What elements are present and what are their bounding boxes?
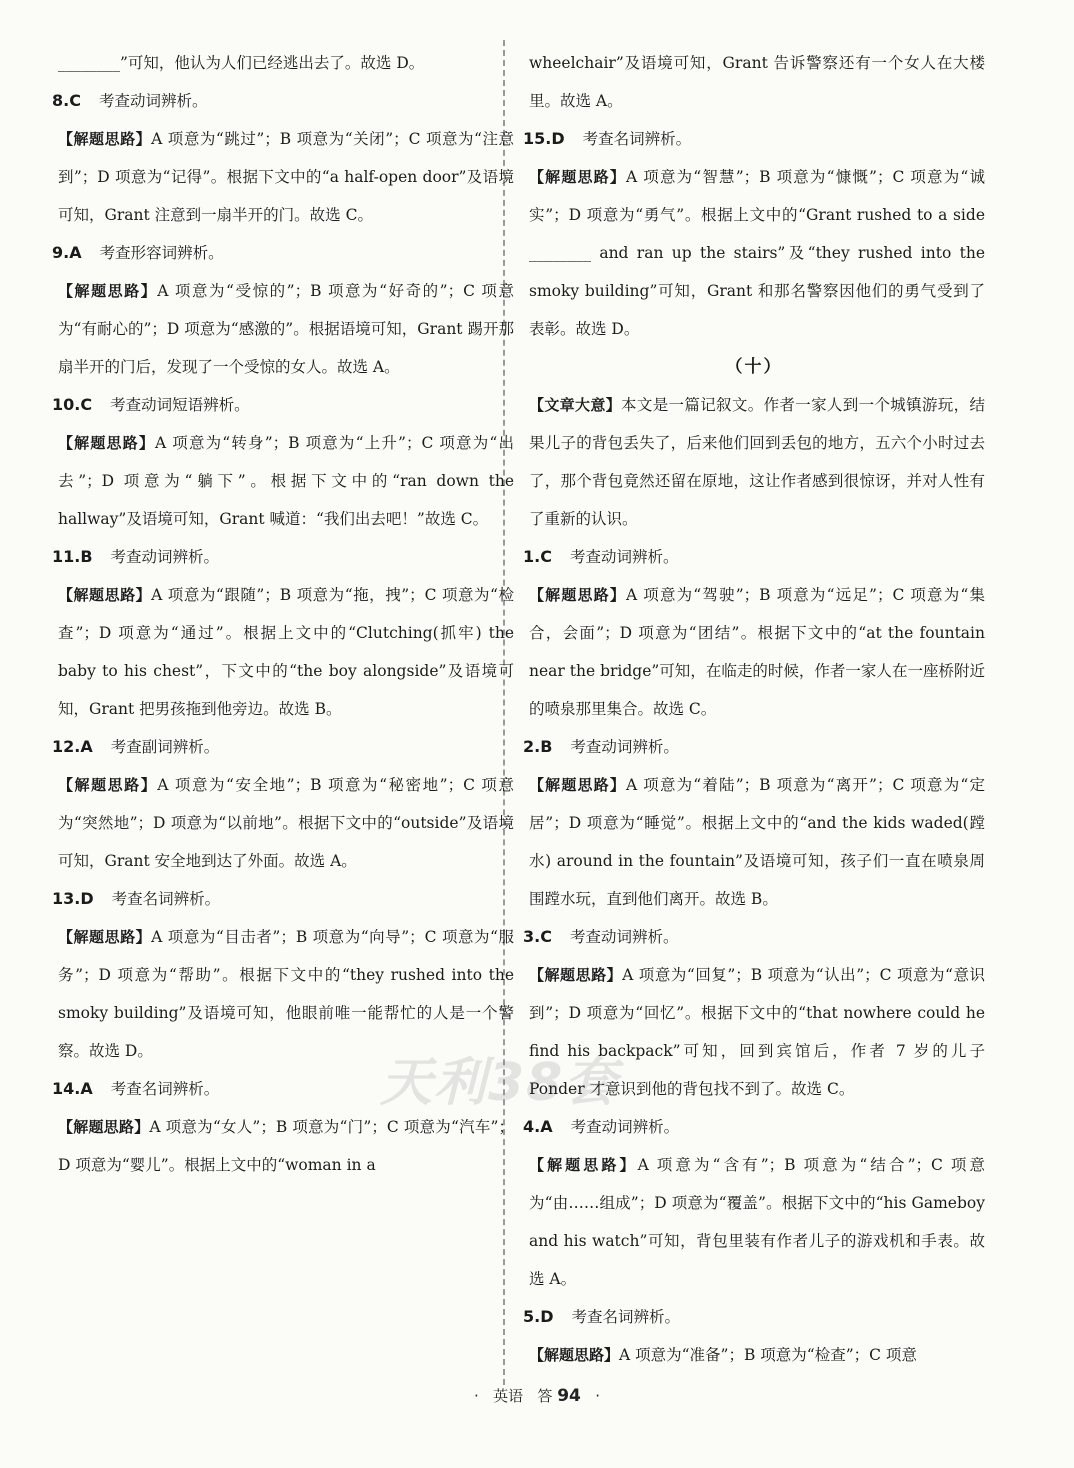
explain-text: A 项意为“目击者”；B 项意为“向导”；C 项意为“服务”；D 项意为“帮助”。根据下文中的“they rushed into the smoky building”及语境可知，他眼前唯一能帮忙的人是一个警察。故选 D。 (58, 928, 514, 1060)
question-number: 9.A (52, 243, 82, 262)
question-type: 考查动词辨析。 (110, 548, 220, 566)
question-type: 考查动词短语辨析。 (110, 396, 250, 414)
question-13-header (52, 880, 514, 918)
question-3-explanation (523, 956, 985, 1108)
question-type: 考查名词辨析。 (582, 130, 692, 148)
explain-tag: 【解题思路】 (529, 966, 623, 984)
question-8-header (52, 82, 514, 120)
question-4-explanation (523, 1146, 985, 1298)
question-2-header (523, 728, 985, 766)
explain-text: A 项意为“跳过”；B 项意为“关闭”；C 项意为“注意到”；D 项意为“记得”。根据下文中的“a half-open door”及语境可知，Grant 注意到一扇半开的门。故选 C。 (58, 130, 514, 224)
question-number: 3.C (523, 927, 552, 946)
continued-text: ________”可知，他认为人们已经逃出去了。故选 D。 (58, 54, 425, 72)
question-11-explanation (52, 576, 514, 728)
question-type: 考查副词辨析。 (110, 738, 220, 756)
question-15-explanation (523, 158, 985, 348)
question-10-explanation (52, 424, 514, 538)
question-number: 11.B (52, 547, 93, 566)
question-number: 12.A (52, 737, 93, 756)
question-14-header (52, 1070, 514, 1108)
question-12-explanation (52, 766, 514, 880)
question-type: 考查形容词辨析。 (99, 244, 224, 262)
explain-text: A 项意为“跟随”；B 项意为“拖，拽”；C 项意为“检查”；D 项意为“通过”。根据上文中的“Clutching(抓牢) the baby to his chest”，下文中的“the boy alongside”及语境可知，Grant 把男孩拖到他旁边。故选 B。 (58, 586, 514, 718)
explain-tag: 【解题思路】 (58, 282, 158, 300)
question-type: 考查动词辨析。 (570, 738, 679, 756)
explain-text: A 项意为“智慧”；B 项意为“慷慨”；C 项意为“诚实”；D 项意为“勇气”。根据上文中的“Grant rushed to a side ________ and ran up the stairs”及“they rushed into the smoky building”可知，Grant 和那名警察因他们的勇气受到了表彰。故选 D。 (529, 168, 985, 338)
question-type: 考查动词辨析。 (569, 548, 679, 566)
question-number: 13.D (52, 889, 94, 908)
page-footer (0, 1385, 1074, 1406)
question-type: 考查名词辨析。 (571, 1308, 681, 1326)
question-number: 14.A (52, 1079, 93, 1098)
explain-tag: 【解题思路】 (529, 168, 626, 186)
footer-dot: · (474, 1387, 479, 1405)
question-13-explanation (52, 918, 514, 1070)
question-type: 考查名词辨析。 (110, 1080, 220, 1098)
question-1-explanation (523, 576, 985, 728)
explain-text: A 项意为“回复”；B 项意为“认出”；C 项意为“意识到”；D 项意为“回忆”。根据下文中的“that nowhere could he find his backpack”可知，回到宾馆后，作者 7 岁的儿子 Ponder 才意识到他的背包找不到了。故选 C。 (529, 966, 985, 1098)
question-10-header (52, 386, 514, 424)
footer-dot: · (595, 1387, 600, 1405)
right-column (523, 44, 985, 1374)
question-3-header (523, 918, 985, 956)
question-number: 8.C (52, 91, 81, 110)
explain-text: A 项意为“受惊的”；B 项意为“好奇的”；C 项意为“有耐心的”；D 项意为“感激的”。根据语境可知，Grant 踢开那扇半开的门后，发现了一个受惊的女人。故选 A。 (58, 282, 514, 376)
question-15-header (523, 120, 985, 158)
question-8-explanation (52, 120, 514, 234)
left-column (52, 44, 514, 1184)
explain-text: A 项意为“安全地”；B 项意为“秘密地”；C 项意为“突然地”；D 项意为“以前地”。根据下文中的“outside”及语境可知，Grant 安全地到达了外面。故选 A。 (58, 776, 514, 870)
explain-tag: 【解题思路】 (58, 586, 152, 604)
question-number: 10.C (52, 395, 93, 414)
footer-subject: 英语 (493, 1387, 524, 1405)
question-type: 考查动词辨析。 (570, 1118, 680, 1136)
explain-text: A 项意为“驾驶”；B 项意为“远足”；C 项意为“集合，会面”；D 项意为“团结”。根据下文中的“at the fountain near the bridge”可知，在临走的时候，作者一家人在一座桥附近的喷泉那里集合。故选 C。 (529, 586, 985, 718)
explain-tag: 【解题思路】 (529, 1156, 638, 1174)
explain-tag: 【解题思路】 (58, 928, 152, 946)
question-type: 考查动词辨析。 (569, 928, 679, 946)
explain-text: A 项意为“准备”；B 项意为“检查”；C 项意 (619, 1346, 917, 1364)
explain-tag: 【解题思路】 (529, 776, 626, 794)
question-number: 15.D (523, 129, 565, 148)
question-12-header (52, 728, 514, 766)
question-number: 5.D (523, 1307, 554, 1326)
explain-text: A 项意为“女人”；B 项意为“门”；C 项意为“汽车”；D 项意为“婴儿”。根据上文中的“woman in a (58, 1118, 514, 1174)
watermark-logo: 天利38套 (380, 1053, 619, 1113)
page-number: 94 (557, 1386, 581, 1406)
question-9-header (52, 234, 514, 272)
footer-label: 答 (537, 1387, 553, 1405)
question-4-header (523, 1108, 985, 1146)
explain-tag: 【解题思路】 (58, 776, 158, 794)
summary-text: 本文是一篇记叙文。作者一家人到一个城镇游玩，结果儿子的背包丢失了，后来他们回到丢包的地方，五六个小时过去了，那个背包竟然还留在原地，这让作者感到很惊讶，并对人性有了重新的认识。 (529, 396, 985, 528)
question-11-header (52, 538, 514, 576)
question-1-header (523, 538, 985, 576)
section-title: （十） (725, 357, 783, 377)
question-number: 2.B (523, 737, 553, 756)
article-summary (523, 386, 985, 538)
question-type: 考查名词辨析。 (111, 890, 221, 908)
question-14-explanation (52, 1108, 514, 1184)
continued-text: wheelchair”及语境可知，Grant 告诉警察还有一个女人在大楼里。故选 A。 (529, 54, 985, 110)
question-2-explanation (523, 766, 985, 918)
question-type: 考查动词辨析。 (98, 92, 208, 110)
explain-tag: 【解题思路】 (58, 1118, 150, 1136)
question-5-header (523, 1298, 985, 1336)
question-5-explanation (523, 1336, 985, 1374)
explain-tag: 【解题思路】 (58, 130, 152, 148)
explain-text: A 项意为“着陆”；B 项意为“离开”；C 项意为“定居”；D 项意为“睡觉”。根据上文中的“and the kids waded(蹚水) around in the fountain”及语境可知，孩子们一直在喷泉周围蹚水玩，直到他们离开。故选 B。 (529, 776, 985, 908)
question-number: 4.A (523, 1117, 553, 1136)
question-number: 1.C (523, 547, 552, 566)
question-9-explanation (52, 272, 514, 386)
explain-tag: 【解题思路】 (529, 586, 626, 604)
explain-tag: 【解题思路】 (58, 434, 155, 452)
explain-tag: 【解题思路】 (529, 1346, 620, 1364)
summary-tag: 【文章大意】 (529, 396, 622, 414)
explain-text: A 项意为“转身”；B 项意为“上升”；C 项意为“出去”；D 项意为“躺下”。根据下文中的“ran down the hallway”及语境可知，Grant 喊道：“我们出去吧！”故选 C。 (58, 434, 514, 528)
explain-text: A 项意为“含有”；B 项意为“结合”；C 项意为“由……组成”；D 项意为“覆盖”。根据下文中的“his Gameboy and his watch”可知，背包里装有作者儿子的游戏机和手表。故选 A。 (529, 1156, 985, 1288)
